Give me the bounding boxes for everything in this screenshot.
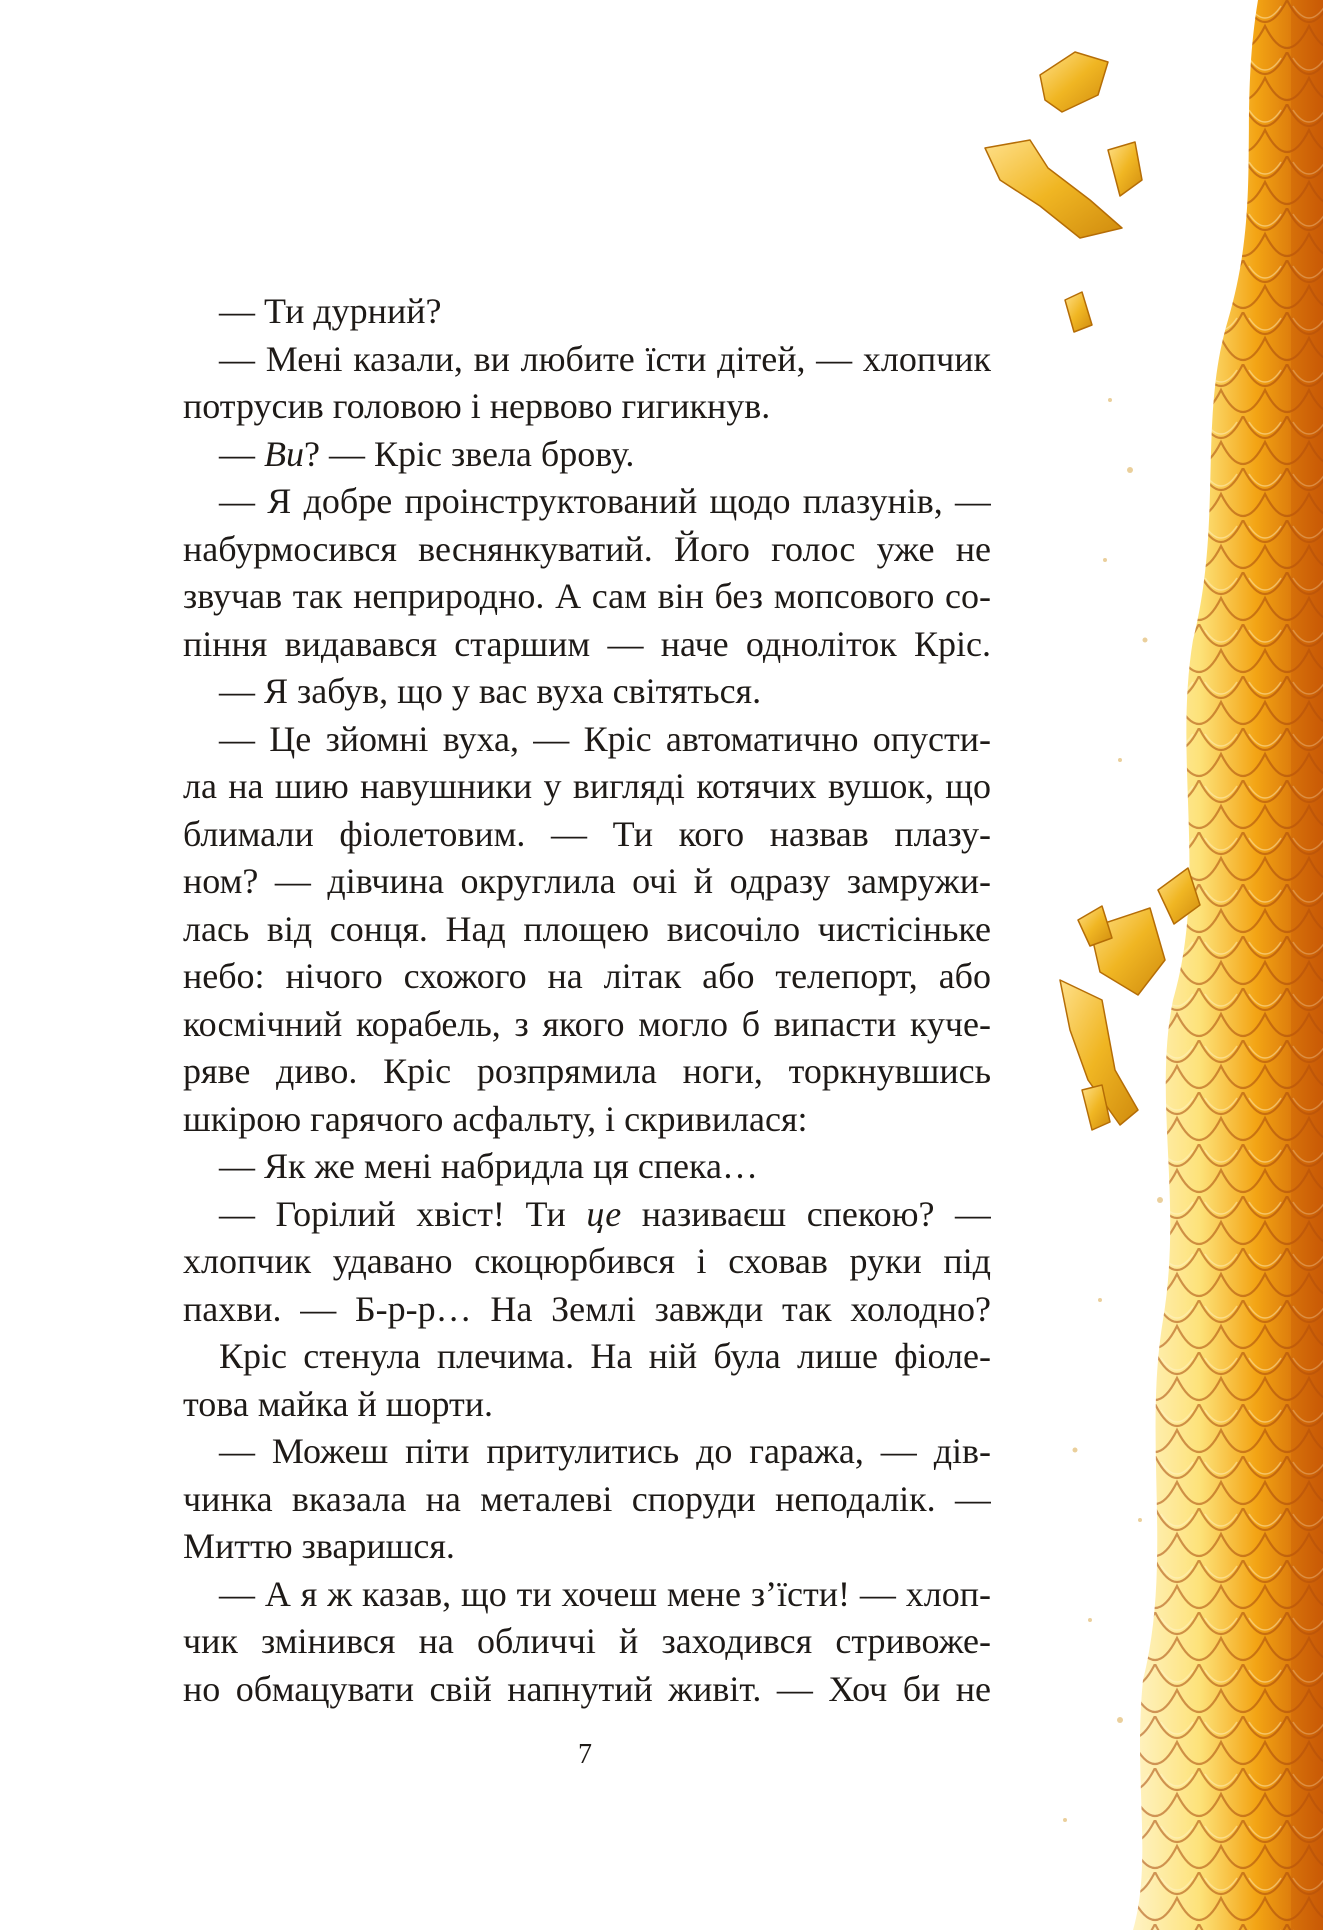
text-line — [183, 1618, 991, 1666]
text-line — [183, 1001, 991, 1049]
text-line — [183, 763, 991, 811]
text-segment: ном? — дівчина округлила очі й одразу замружи- — [183, 861, 991, 901]
text-segment: звучав так неприродно. А сам він без мопсового со- — [183, 576, 991, 616]
text-line — [183, 1048, 991, 1096]
text-line — [183, 1238, 991, 1286]
text-segment: набурмосився веснянкуватий. Його голос уже не — [183, 528, 991, 569]
text-segment: піння видавався старшим — наче одноліток Кріс. — [183, 623, 991, 664]
text-segment: Кріс стенула плечима. На ній була лише фіоле- — [219, 1336, 991, 1376]
body-text — [183, 288, 991, 1713]
text-segment: Миттю зваришся. — [183, 1526, 455, 1566]
text-line — [183, 383, 991, 431]
text-line — [183, 478, 991, 526]
text-line — [183, 811, 991, 859]
text-segment: — Горілий хвіст! Ти — [219, 1193, 587, 1234]
text-line — [183, 288, 991, 336]
text-line — [183, 716, 991, 764]
text-segment: називаєш спекою? — — [621, 1193, 991, 1234]
text-segment: шкірою гарячого асфальту, і скривилася: — [183, 1098, 808, 1139]
text-segment: ряве диво. Кріс розпрямила ноги, торкнувшись — [183, 1051, 991, 1091]
text-segment: небо: нічого схожого на літак або телепорт, або — [183, 956, 991, 996]
text-segment: — А я ж казав, що ти хочеш мене з’їсти! — хлоп- — [219, 1573, 991, 1614]
text-segment: пахви. — Б-р-р… На Землі завжди так холодно? — [183, 1288, 991, 1329]
text-segment: — Як же мені набридла ця спека… — [219, 1146, 758, 1186]
text-segment: но обмацувати свій напнутий живіт. — Хоч би не — [183, 1668, 991, 1709]
text-segment: — Ти дурний? — [219, 291, 442, 331]
text-line — [183, 858, 991, 906]
text-line — [183, 1381, 991, 1429]
text-segment: потрусив головою і нервово гигикнув. — [183, 386, 771, 426]
text-segment: — Мені казали, ви любите їсти дітей, — хлопчик — [219, 338, 991, 379]
text-line — [183, 526, 991, 574]
text-line — [183, 1333, 991, 1381]
text-line — [183, 1096, 991, 1144]
text-segment: лась від сонця. Над площею височіло чистісіньке — [183, 908, 991, 949]
text-segment: — — [219, 433, 264, 474]
text-segment: ла на шию навушники у вигляді котячих вушок, що — [183, 766, 991, 806]
italic-word: це — [586, 1193, 622, 1234]
text-line — [183, 336, 991, 384]
text-segment: космічний корабель, з якого могло б випасти куче- — [183, 1003, 991, 1044]
italic-word: Ви — [264, 433, 304, 474]
text-segment: блимали фіолетовим. — Ти кого назвав плазу- — [183, 813, 991, 854]
text-line — [183, 953, 991, 1001]
dragon-scale-border — [1023, 0, 1323, 1930]
text-segment: хлопчик удавано скоцюрбився і сховав руки під — [183, 1241, 991, 1281]
text-line — [183, 906, 991, 954]
text-line — [183, 1143, 991, 1191]
text-line — [183, 1476, 991, 1524]
text-line — [183, 1571, 991, 1619]
text-segment: това майка й шорти. — [183, 1383, 493, 1424]
text-line — [183, 1523, 991, 1571]
text-segment: — Я добре проінструктований щодо плазунів, — — [219, 481, 991, 521]
text-segment: — Я забув, що у вас вуха світяться. — [219, 671, 762, 711]
text-line — [183, 668, 991, 716]
text-line — [183, 621, 991, 669]
text-segment: ? — Кріс звела брову. — [304, 433, 635, 474]
text-line — [183, 431, 991, 479]
text-line — [183, 573, 991, 621]
page-number: 7 — [578, 1739, 592, 1770]
text-segment: чинка вказала на металеві споруди неподалік. — — [183, 1478, 991, 1519]
text-line — [183, 1666, 991, 1714]
text-segment: чик змінився на обличчі й заходився стривоже- — [183, 1621, 991, 1661]
text-line — [183, 1191, 991, 1239]
text-segment: — Це зйомні вуха, — Кріс автоматично опусти- — [219, 718, 991, 759]
text-segment: — Можеш піти притулитись до гаража, — дів- — [219, 1431, 991, 1471]
text-line — [183, 1428, 991, 1476]
text-line — [183, 1286, 991, 1334]
